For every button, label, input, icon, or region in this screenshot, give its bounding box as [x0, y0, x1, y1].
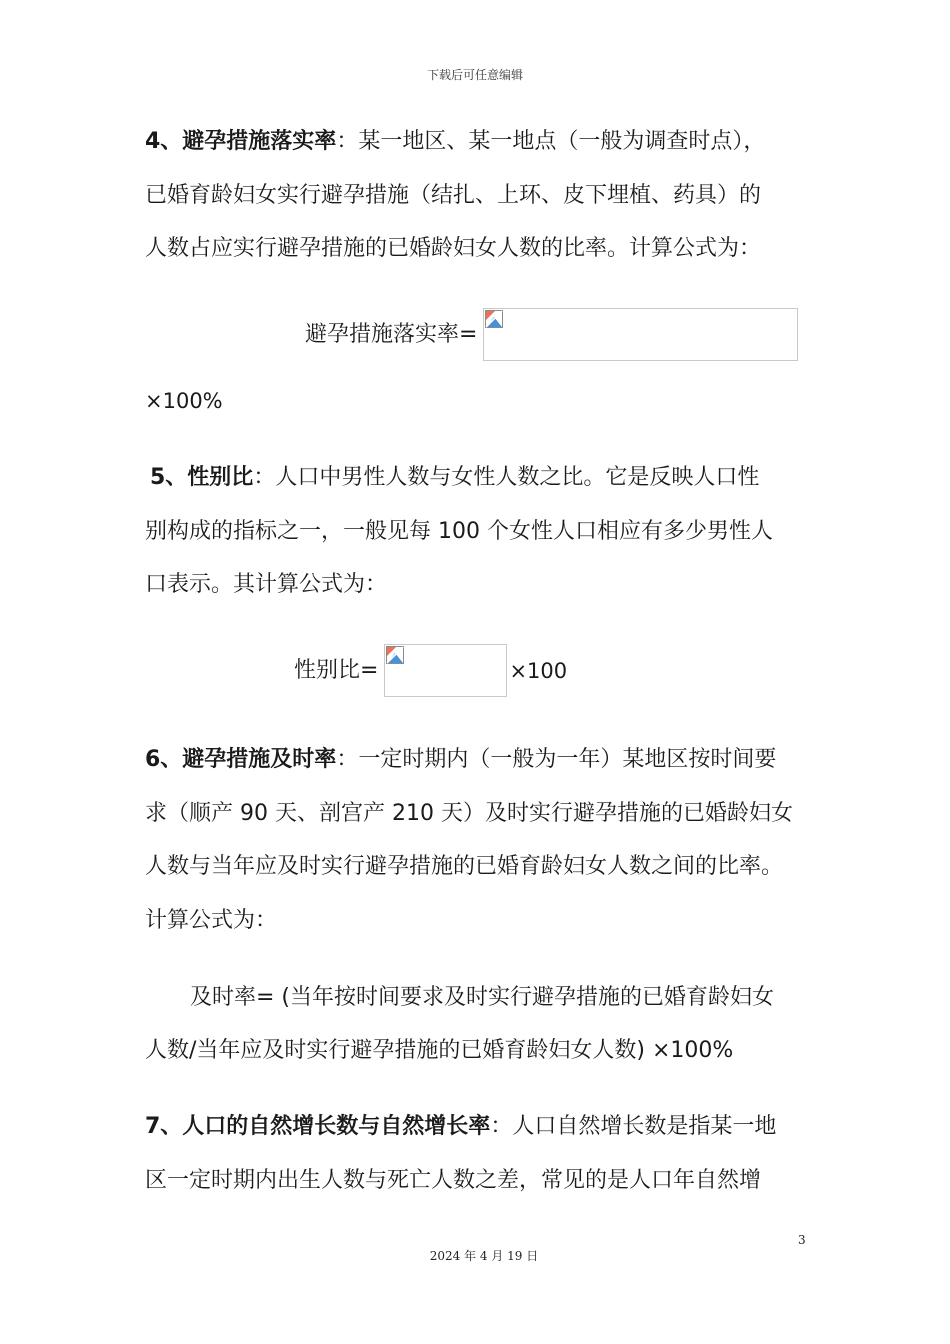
section7-line1-text: ：人口自然增长数是指某一地 [490, 1114, 777, 1139]
section4-formula-label: 避孕措施落实率= [305, 321, 478, 347]
section5-line1-text: ：人口中男性人数与女性人数之比。它是反映人口性 [253, 465, 760, 490]
section5-line1 [150, 463, 759, 493]
formula-image-placeholder [384, 644, 507, 697]
section5-formula [294, 644, 567, 697]
section4-line1-text: ：某一地区、某一地点（一般为调查时点）， [336, 129, 766, 154]
section5-formula-label: 性别比= [294, 657, 379, 683]
section6-line4: 计算公式为： [145, 908, 278, 933]
section5-line3: 口表示。其计算公式为： [145, 572, 388, 597]
section4-formula [305, 308, 798, 361]
broken-image-icon [386, 646, 404, 664]
section6-line1 [145, 745, 776, 775]
section5-formula-suffix: ×100 [509, 658, 568, 683]
section6-formula-line1: 及时率= (当年按时间要求及时实行避孕措施的已婚育龄妇女 [190, 985, 775, 1010]
section7-line1 [145, 1112, 776, 1142]
broken-image-icon [485, 310, 503, 328]
section4-formula-suffix: ×100% [145, 389, 223, 413]
section5-line2: 别构成的指标之一，一般见每 100 个女性人口相应有多少男性人 [145, 519, 773, 544]
section5-heading: 5、性别比 [150, 465, 254, 490]
section4-line1 [145, 127, 765, 157]
section6-line1-text: ：一定时期内（一般为一年）某地区按时间要 [336, 747, 777, 772]
section6-line3: 人数与当年应及时实行避孕措施的已婚育龄妇女人数之间的比率。 [145, 854, 784, 879]
section6-formula-line2: 人数/当年应及时实行避孕措施的已婚育龄妇女人数) ×100% [145, 1038, 734, 1063]
page-header: 下载后可任意编辑 [426, 68, 523, 82]
section4-line3: 人数占应实行避孕措施的已婚龄妇女人数的比率。计算公式为： [145, 236, 762, 261]
footer-date: 2024 年 4 月 19 日 [429, 1249, 539, 1263]
section4-heading: 4、避孕措施落实率 [145, 129, 337, 154]
page-number: 3 [798, 1233, 806, 1247]
section6-line2: 求（顺产 90 天、剖宫产 210 天）及时实行避孕措施的已婚龄妇女 [145, 801, 793, 826]
section7-heading: 7、人口的自然增长数与自然增长率 [145, 1114, 491, 1139]
section6-heading: 6、避孕措施及时率 [145, 747, 337, 772]
section7-line2: 区一定时期内出生人数与死亡人数之差，常见的是人口年自然增 [145, 1168, 762, 1193]
section4-line2: 已婚育龄妇女实行避孕措施（结扎、上环、皮下埋植、药具）的 [145, 183, 762, 208]
formula-image-placeholder [483, 308, 798, 361]
